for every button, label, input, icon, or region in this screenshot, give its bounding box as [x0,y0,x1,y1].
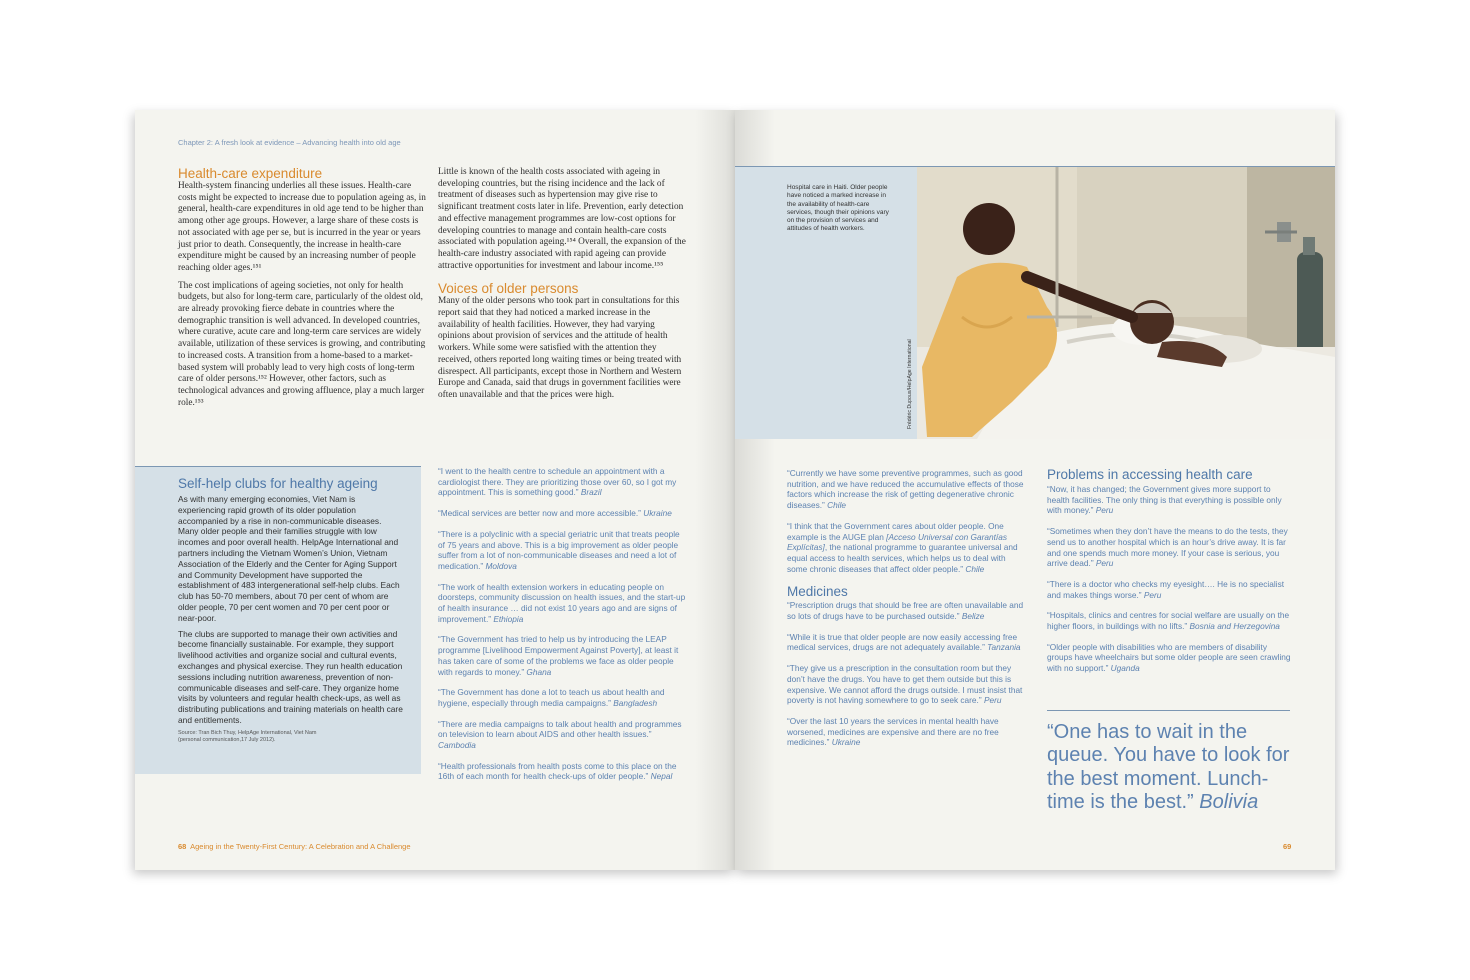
quote-item: “Health professionals from health posts come to this place on the 16th of each month for health check-ups of older people.” Nepal [438,760,677,782]
quote-location: Bangladesh [613,697,658,708]
quote-item: “The Government has done a lot to teach us about health and hygiene, especially through media campaigns.” Bangladesh [438,687,665,708]
quote-location: Nepal [650,771,673,782]
quote-item: “The work of health extension workers in educating people on doorsteps, community discussion on health issues, and the start-up of health insurance … did not exist 10 years ago and are signs of improvement.” Ethiopia [438,581,686,624]
quote-item: “There is a doctor who checks my eyesight…. He is no specialist and makes things worse.” Peru [1047,578,1285,600]
quote-item: “Older people with disabilities who are members of disability groups have wheelchairs but some older people are seen crawling with no support.” Uganda [1047,641,1291,674]
column-2 [438,167,688,402]
quote-location: Peru [1143,589,1162,600]
book-title: Ageing in the Twenty-First Century: A Celebration and A Challenge [190,842,411,851]
photo-band [735,167,1335,439]
quote-location: Ukraine [643,508,672,519]
quote-item: “They give us a prescription in the consultation room but they don’t have the drugs. You have to get them outside but this is expensive. We cannot afford the drugs outside. I must insist that poverty is not having somewhere to go to seek care.” Peru [787,663,1023,706]
quote-item: “I went to the health centre to schedule an appointment with a cardiologist there. They are prioritizing those over 60, so I got my appointment. This is something good.” Brazil [438,466,677,498]
quote-location: Tanzania [987,642,1021,653]
quote-item: “Now, it has changed; the Government gives more support to health facilities. The only thing is that everything is possible only with money.” Peru [1047,484,1282,516]
quote-item: “Hospitals, clinics and centres for social welfare are usually on the higher floors, in buildings with no lifts.” Bosnia and Herzegovina [1047,610,1290,632]
quote-location: Chile [965,563,985,574]
ageing-costs-para: Little is known of the health costs associated with ageing in developing countries, but the rising incidence and the lack of treatment of diseases such as hypertension may give rise to significant treatment costs later in life. Prevention, early detection and effective management programmes are low-cost options for developing countries to manage and contain health-care costs associated with population ageing.¹⁵⁴ Overall, the expansion of the health-care industry associated with rapid ageing can provide attractive opportunities for investment and labour income.¹⁵⁵ [438,167,686,271]
self-help-source-1: Source: Tran Bich Thuy, HelpAge International, Viet Nam [178,729,317,736]
page-number-right: 69 [1283,842,1292,851]
quote-item: “Currently we have some preventive programmes, such as good nutrition, and we have reduced the accumulative effects of those factors which increase the risk of getting degenerative chronic diseases.” Chile [787,468,1024,511]
health-care-heading: Health-care expenditure [178,166,323,181]
problems-heading: Problems in accessing health care [1047,467,1253,482]
running-head: Chapter 2: A fresh look at evidence – Advancing health into old age [178,138,401,147]
self-help-box [135,466,421,774]
gutter-shadow-left [695,110,735,870]
quote-location: Uganda [1110,663,1140,674]
quote-location: Peru [1095,505,1114,516]
quote-item: “There are media campaigns to talk about health and programmes on television to learn about AIDS and other health issues.” Cambodia [438,718,682,751]
quote-item: “I think that the Government cares about older people. One example is the AUGE plan [Acceso Universal con Garantías Explícitas], the national programme to guarantee universal and equal access to health services, which helps us to deal with some chronic diseases that affect older people.” Chile [787,520,1018,574]
quote-location: Bosnia and Herzegovina [1189,621,1280,632]
pullquote-rule [1047,710,1290,711]
quote-location: Ghana [526,666,552,677]
quote-item: “While it is true that older people are now easily accessing free medical services, drugs are not adequately available.” Tanzania [787,631,1021,653]
quote-location: Cambodia [438,740,476,751]
right-column-1 [787,468,1027,758]
hospital-photo [917,167,1335,439]
quote-location: Ukraine [831,737,861,748]
folio-left [178,842,411,851]
quotes-column-left [438,466,688,792]
folio-right [1283,842,1291,851]
self-help-source-2: (personal communication,17 July 2012). [178,736,276,743]
medicines-heading: Medicines [787,584,848,600]
hospital-scene-image [917,167,1335,439]
photo-caption: Hospital care in Haiti. Older people have noticed a marked increase in the availability of health-care services, though their opinions vary on the provision of services and attitudes of health workers. [787,184,889,233]
self-help-para-1: As with many emerging economies, Viet Nam is experiencing rapid growth of its older population accompanied by a rise in non-communicable diseases. Many older people and their families struggle with low incomes and poor overall health. HelpAge International and partners including the Vietnam Women’s Union, Vietnam Association of the Elderly and the Center for Aging Support and Community Development have supported the establishment of 483 intergenerational self-help clubs. Each club has 50-70 members, about 70 per cent of whom are older people, 70 per cent women and 70 per cent poor or near-poor. [178,494,400,623]
self-help-heading: Self-help clubs for healthy ageing [178,476,378,491]
quote-item: “Prescription drugs that should be free are often unavailable and so lots of drugs have to be purchased outside.” Belize [787,600,1024,622]
health-care-para-1: Health-system financing underlies all these issues. Health-care costs might be expected to increase due to population ageing as, in general, health-care expenditures in old age tend to be higher than among other age groups. However, a large share of these costs is not associated with age per se, but is incurred in the year or years just prior to death. Consequently, the increase in health-care expenditure might be caused by an increasing number of people reaching older ages.¹⁵¹ [178,181,426,273]
quote-location: Peru [1095,558,1114,569]
pull-quote: “One has to wait in the queue. You have to look for the best moment. Lunch-time is the best.” Bolivia [1047,721,1290,813]
pull-quote-location: Bolivia [1199,790,1259,813]
self-help-para-2: The clubs are supported to manage their own activities and become financially sustainable. For example, they support livelihood activities and organize social and cultural events, exchanges and physical exercise. They run health education sessions including nutrition awareness, prevention of non-communicable diseases and self-care. They organize home visits by volunteers and regular health check-ups, as well as distributing publications and training materials on health care and entitlements. [178,628,403,725]
health-care-para-2: The cost implications of ageing societies, not only for health budgets, but also for long-term care, particularly of the oldest old, are already provoking fierce debate in countries where the demographic transition is well advanced. In developed countries, where curative, acute care and long-term care services are widely available, utilization of these services is growing, and contributing to increased costs. A transition from a home-based to a market-based system will probably lead to very high costs of long-term care of older persons.¹⁵² However, other factors, such as technological advances and growing affluence, play a much larger role.¹⁵³ [178,280,426,408]
quote-location: Belize [961,611,985,622]
quote-item: “The Government has tried to help us by introducing the LEAP programme [Livelihood Empowerment Against Poverty], at least it has taken care of some of the problems we face as older people with regards to money.” Ghana [438,634,679,677]
quote-location: Chile [827,500,847,511]
health-care-section [178,166,426,409]
quote-item: “Medical services are better now and more accessible.” Ukraine [438,508,672,519]
quote-location: Peru [983,695,1002,706]
left-page [135,110,735,870]
voices-heading: Voices of older persons [438,281,579,297]
quote-item: “Over the last 10 years the services in mental health have worsened, medicines are expensive and there are no free medicines.” Ukraine [787,715,999,748]
page-number-left: 68 [178,842,187,851]
quote-location: Brazil [580,487,602,498]
quote-item: “Sometimes when they don’t have the means to do the tests, they send us to another hospital which is an hour’s drive away. It is far and one spends much more money. If your case is serious, you arrive dead.” Peru [1047,526,1288,569]
quote-location: Ethiopia [493,613,524,624]
photo-credit: Frédéric Dupoux/HelpAge International [907,339,913,429]
right-page [735,110,1335,870]
right-column-2 [1047,467,1291,684]
quote-location: Moldova [485,560,517,571]
quote-item: “There is a polyclinic with a special geriatric unit that treats people of 75 years and above. This is a big improvement as older people suffer from a lot of non-communicable diseases and need a lot of medication.” Moldova [438,528,680,571]
voices-para: Many of the older persons who took part in consultations for this report said that they had noticed a marked increase in the availability of health facilities. However, they had varying opinions about provision of services and the attitude of health workers. While some were satisfied with the attention they received, others reported long waiting times or being treated with disrespect. All participants, except those in Northern and Western Europe and Canada, said that drugs in government facilities were often unavailable and that the prices were high. [438,296,682,400]
